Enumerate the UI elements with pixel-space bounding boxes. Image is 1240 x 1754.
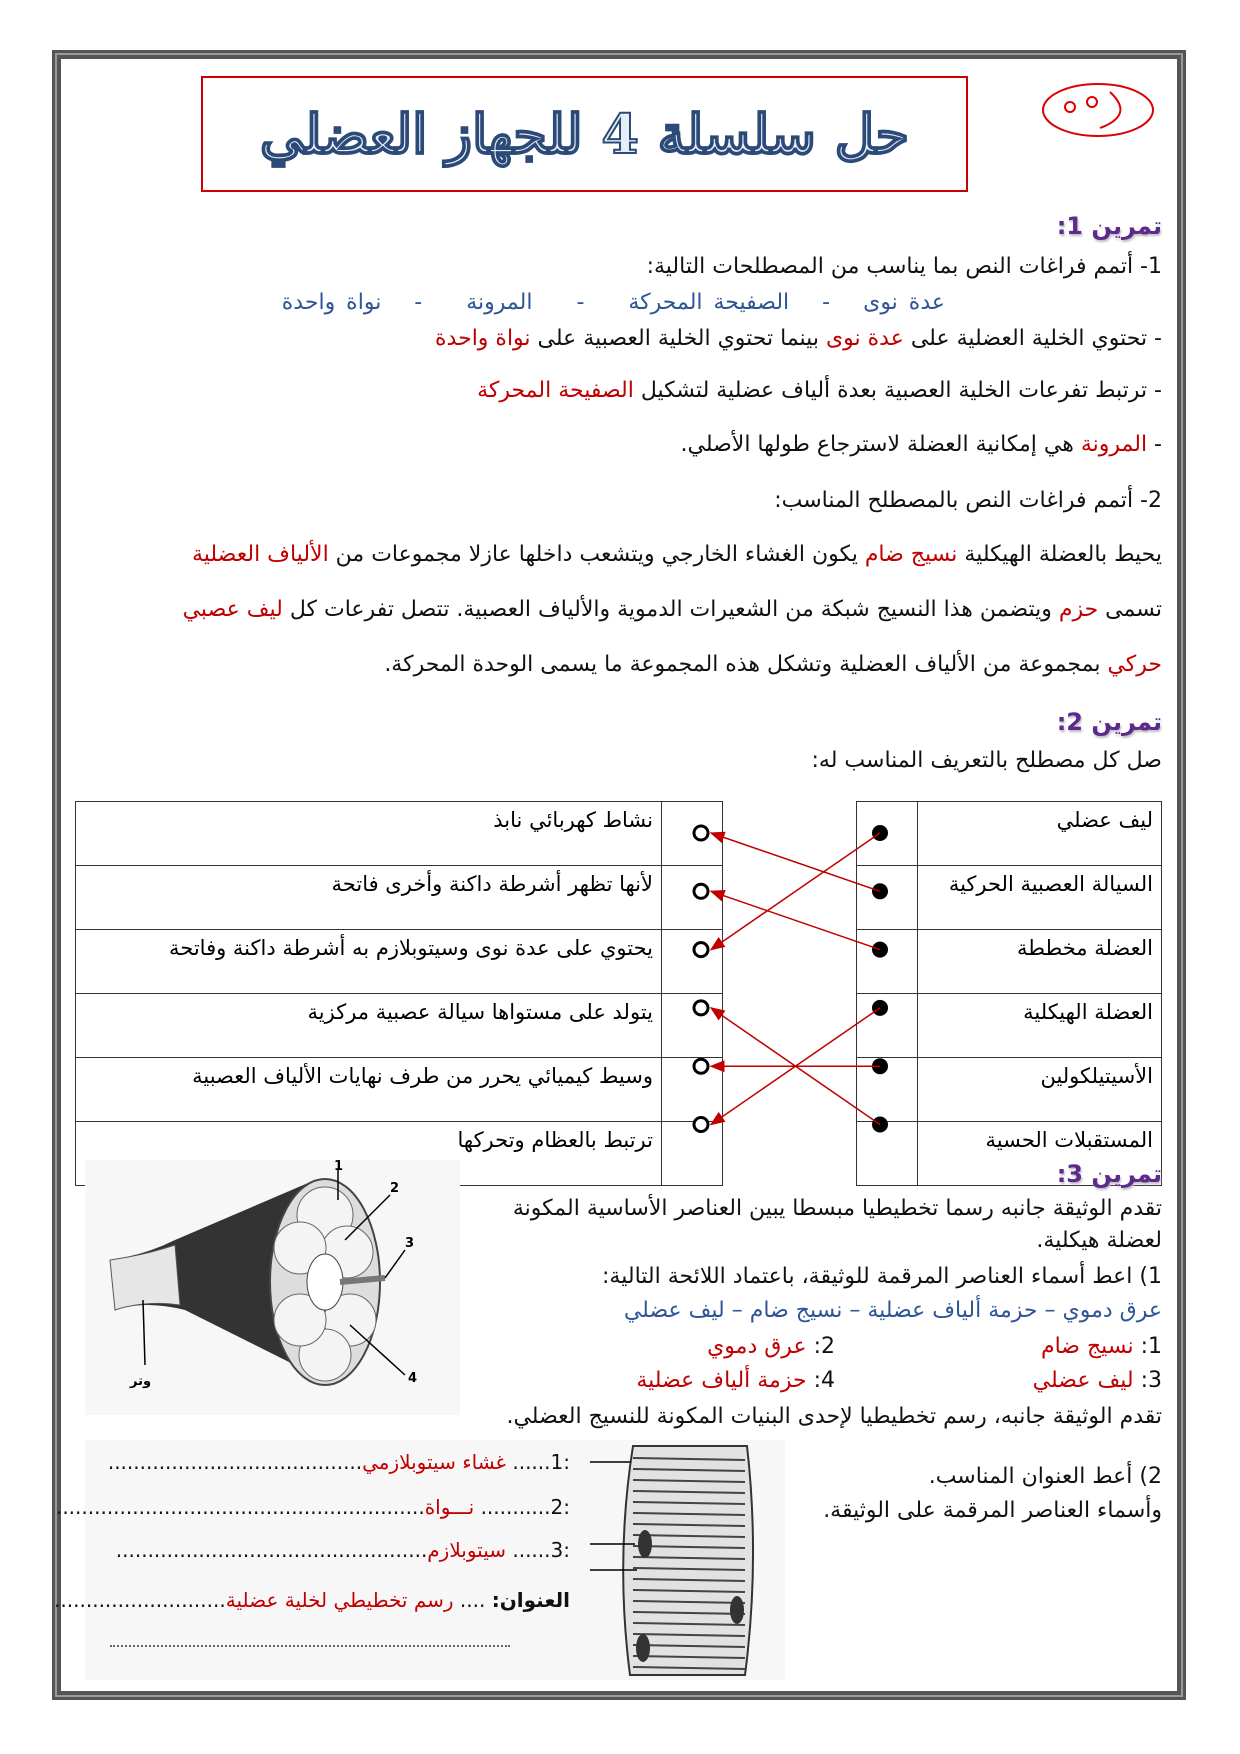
- title-label: العنوان:: [491, 1588, 570, 1612]
- text: بمجموعة من الألياف العضلية وتشكل هذه المجموعة ما يسمى الوحدة المحركة.: [384, 652, 1108, 677]
- ex3-intro-1: تقدم الوثيقة جانبه رسما تخطيطيا مبسطا يبين العناصر الأساسية المكونة: [512, 1196, 1162, 1221]
- sep: -: [822, 290, 831, 315]
- answer: غشاء سيتوبلازمي: [362, 1450, 506, 1474]
- definition-dot: [694, 1118, 708, 1132]
- definition-dot: [694, 943, 708, 957]
- fig-label: 1: [334, 1160, 344, 1174]
- match-line: [711, 891, 880, 949]
- ex1-heading: تمرين 1:: [1056, 212, 1162, 240]
- answer: نواة واحدة: [435, 326, 531, 351]
- ex1-q2: 2- أتمم فراغات النص بالمصطلح المناسب:: [774, 488, 1162, 513]
- ex3-intro-2: لعضلة هيكلية.: [1036, 1228, 1162, 1253]
- ex3-list: عرق دموي – حزمة ألياف عضلية – نسيج ضام – ليف عضلي: [623, 1298, 1162, 1323]
- answer: الألياف العضلية: [191, 542, 329, 567]
- ex3-intro-3: تقدم الوثيقة جانبه، رسم تخطيطيا لإحدى البنيات المكونة للنسيج العضلي.: [506, 1404, 1162, 1429]
- answer: عرق دموي: [707, 1334, 807, 1359]
- cell-label-2: :2........... نـــواة..........................................................: [55, 1495, 570, 1519]
- term: نواة واحدة: [281, 290, 382, 315]
- answer: عدة نوى: [825, 326, 904, 351]
- text: ويتضمن هذا النسيج شبكة من الشعيرات الدموية والألياف العصبية. تتصل تفرعات كل: [282, 597, 1059, 622]
- term-cell: العضلة الهيكلية: [918, 994, 1162, 1058]
- answer: حزمة ألياف عضلية: [636, 1368, 807, 1393]
- term-cell: المستقبلات الحسية: [918, 1122, 1162, 1186]
- fig-label: 4: [408, 1371, 418, 1386]
- definition-cell: وسيط كيميائي يحرر من طرف نهايات الألياف العصبية: [76, 1058, 662, 1122]
- num: :1: [550, 1450, 570, 1474]
- page-title: حل سلسلة 4 للجهاز العضلي: [259, 102, 909, 166]
- fig-label: وتر: [130, 1374, 152, 1389]
- text: هي إمكانية العضلة لاسترجاع طولها الأصلي.: [680, 432, 1081, 457]
- sep: -: [414, 290, 423, 315]
- definition-cell: لأنها تظهر أشرطة داكنة وأخرى فاتحة: [76, 866, 662, 930]
- ex2-heading: تمرين 2:: [1056, 708, 1162, 736]
- term: المرونة: [466, 290, 533, 315]
- cell-label-1: :1...... غشاء سيتوبلازمي........................................: [107, 1450, 570, 1474]
- num: :2: [550, 1495, 570, 1519]
- ex1-q1: 1- أتمم فراغات النص بما يناسب من المصطلحات التالية:: [646, 254, 1162, 279]
- term: الصفيحة المحركة: [628, 290, 790, 315]
- num: 2:: [813, 1334, 835, 1359]
- answer: حركي: [1107, 652, 1162, 677]
- ex3-q1: 1) اعط أسماء العناصر المرقمة للوثيقة، باعتماد اللائحة التالية:: [602, 1264, 1162, 1289]
- answer: ليف عضلي: [1032, 1368, 1134, 1393]
- text: يكون الغشاء الخارجي ويتشعب داخلها عازلا مجموعات من: [328, 542, 865, 567]
- answer: نـــواة: [424, 1495, 475, 1519]
- definition-cell: يحتوي على عدة نوى وسيتوبلازم به أشرطة داكنة وفاتحة: [76, 930, 662, 994]
- term: عدة نوى: [863, 290, 945, 315]
- term-cell: السيالة العصبية الحركية: [918, 866, 1162, 930]
- num: :3: [550, 1538, 570, 1562]
- term-cell: الأسيتيلكولين: [918, 1058, 1162, 1122]
- term-cell: ليف عضلي: [918, 802, 1162, 866]
- answer-3: [1033, 1368, 1162, 1393]
- answer: المرونة: [1080, 432, 1148, 457]
- answer-2: [707, 1334, 835, 1359]
- definition-dot: [694, 1001, 708, 1015]
- text: -: [1147, 432, 1162, 457]
- term-cell: العضلة مخططة: [918, 930, 1162, 994]
- text: - ترتبط تفرعات الخلية العصبية بعدة ألياف عضلية لتشكيل: [633, 378, 1162, 403]
- match-line: [711, 833, 880, 950]
- num: 3:: [1140, 1368, 1162, 1393]
- answer: رسم تخطيطي لخلية عضلية: [225, 1588, 454, 1612]
- ex2-instruction: صل كل مصطلح بالتعريف المناسب له:: [811, 748, 1162, 773]
- fig-label: 3: [405, 1236, 415, 1251]
- definition-dot: [694, 884, 708, 898]
- answer: ليف عصبي: [182, 597, 283, 622]
- definition-dot: [694, 1059, 708, 1073]
- definition-dot: [694, 826, 708, 840]
- answer: الصفيحة المحركة: [477, 378, 634, 403]
- sep: -: [576, 290, 585, 315]
- blank-line: [110, 1645, 510, 1647]
- ex3-q2a: 2) أعط العنوان المناسب.: [928, 1464, 1162, 1489]
- ex3-heading: تمرين 3:: [1056, 1160, 1162, 1188]
- answer-4: [636, 1368, 835, 1393]
- answer: نسيج ضام: [1040, 1334, 1134, 1359]
- cell-label-3: :3...... سيتوبلازم.................................................: [115, 1538, 570, 1562]
- num: 1:: [1140, 1334, 1162, 1359]
- answer: نسيج ضام: [864, 542, 958, 567]
- text: بينما تحتوي الخلية العصبية على: [530, 326, 826, 351]
- fig-label: 2: [390, 1181, 400, 1196]
- definition-cell: يتولد على مستواها سيالة عصبية مركزية: [76, 994, 662, 1058]
- cell-title: العنوان: .... رسم تخطيطي لخلية عضلية...........................: [54, 1588, 570, 1612]
- text: - تحتوي الخلية العضلية على: [903, 326, 1162, 351]
- match-line: [711, 833, 880, 891]
- answer-1: [1041, 1334, 1162, 1359]
- muscle-cell-diagram: [54, 1440, 785, 1680]
- ex3-q2b: وأسماء العناصر المرقمة على الوثيقة.: [823, 1498, 1162, 1523]
- text: يحيط بالعضلة الهيكلية: [957, 542, 1162, 567]
- text: تسمى: [1098, 597, 1162, 622]
- answer: حزم: [1058, 597, 1099, 622]
- definition-cell: ترتبط بالعظام وتحركها: [76, 1122, 662, 1186]
- definition-cell: نشاط كهربائي نابذ: [76, 802, 662, 866]
- num: 4:: [813, 1368, 835, 1393]
- answer: سيتوبلازم: [427, 1538, 506, 1562]
- muscle-diagram: [85, 1160, 460, 1415]
